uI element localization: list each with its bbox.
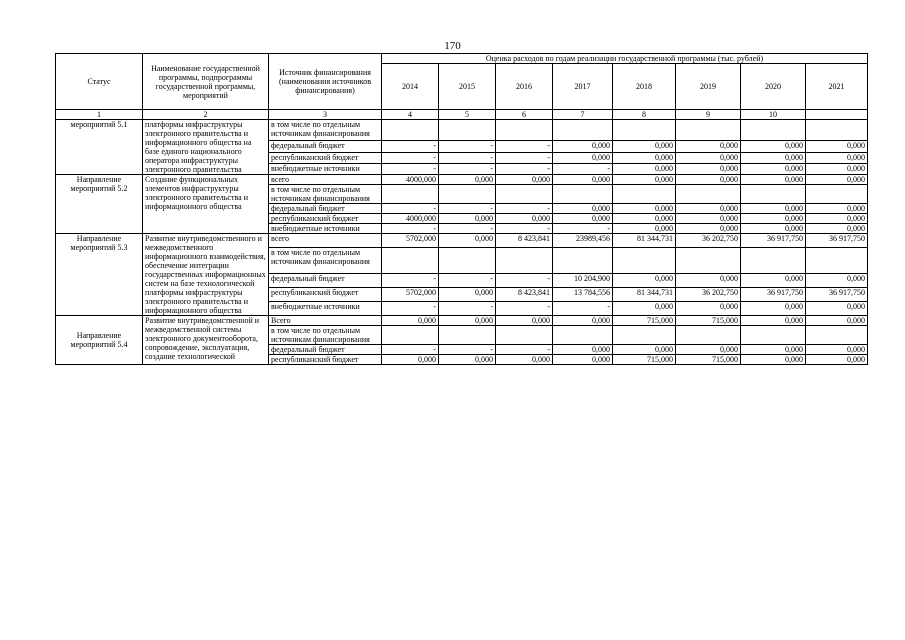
value-cell: 0,000 [553, 141, 613, 152]
value-cell [806, 247, 868, 273]
value-cell [382, 326, 439, 345]
funding-source-cell: Всего [269, 316, 382, 326]
column-number: 2 [143, 110, 269, 120]
value-cell: 0,000 [496, 214, 553, 224]
value-cell: 5702,000 [382, 234, 439, 248]
value-cell: 5702,000 [382, 288, 439, 302]
value-cell: - [382, 141, 439, 152]
value-cell: - [439, 152, 496, 163]
value-cell: 0,000 [613, 345, 676, 355]
value-cell: - [439, 141, 496, 152]
value-cell: 0,000 [806, 316, 868, 326]
value-cell: 0,000 [496, 316, 553, 326]
funding-source-cell: федеральный бюджет [269, 204, 382, 214]
status-cell: Направление мероприятий 5.4 [56, 316, 143, 365]
value-cell: 0,000 [806, 141, 868, 152]
value-cell: 0,000 [553, 214, 613, 224]
value-cell: 715,000 [613, 355, 676, 365]
value-cell: 8 423,841 [496, 234, 553, 248]
value-cell: 0,000 [676, 224, 741, 234]
value-cell: 0,000 [806, 152, 868, 163]
value-cell: 8 423,841 [496, 288, 553, 302]
value-cell: 0,000 [806, 355, 868, 365]
value-cell: 0,000 [613, 224, 676, 234]
value-cell: 0,000 [676, 274, 741, 288]
column-number: 1 [56, 110, 143, 120]
value-cell [496, 326, 553, 345]
value-cell: 0,000 [553, 204, 613, 214]
value-cell: - [553, 302, 613, 316]
status-cell: Направление мероприятий 5.3 [56, 234, 143, 316]
value-cell: - [496, 163, 553, 174]
value-cell: - [496, 141, 553, 152]
funding-source-cell: республиканский бюджет [269, 214, 382, 224]
value-cell: 13 784,556 [553, 288, 613, 302]
status-cell: Направление мероприятий 5.2 [56, 175, 143, 234]
value-cell: 0,000 [741, 163, 806, 174]
value-cell: 0,000 [553, 345, 613, 355]
funding-source-cell: в том числе по отдельным источникам финансирования [269, 247, 382, 273]
year-header: 2021 [806, 64, 868, 110]
column-number: 3 [269, 110, 382, 120]
source-header: Источник финансирования (наименования источников финансирования) [269, 54, 382, 110]
value-cell: 0,000 [676, 152, 741, 163]
value-cell: 36 917,750 [806, 288, 868, 302]
value-cell: 0,000 [439, 234, 496, 248]
value-cell [439, 247, 496, 273]
value-cell: 0,000 [553, 175, 613, 185]
value-cell: 0,000 [496, 175, 553, 185]
value-cell: 36 917,750 [741, 288, 806, 302]
value-cell: - [382, 224, 439, 234]
value-cell: 0,000 [676, 175, 741, 185]
value-cell: - [496, 274, 553, 288]
value-cell: 0,000 [676, 302, 741, 316]
value-cell: 0,000 [613, 204, 676, 214]
column-number: 7 [553, 110, 613, 120]
value-cell: - [496, 302, 553, 316]
value-cell: 4000,000 [382, 175, 439, 185]
value-cell: - [382, 163, 439, 174]
value-cell: - [382, 345, 439, 355]
year-header: 2017 [553, 64, 613, 110]
value-cell [439, 120, 496, 141]
value-cell: - [382, 152, 439, 163]
year-header: 2014 [382, 64, 439, 110]
funding-source-cell: федеральный бюджет [269, 345, 382, 355]
status-header: Статус [56, 54, 143, 110]
value-cell: - [382, 302, 439, 316]
column-number: 4 [382, 110, 439, 120]
value-cell [439, 326, 496, 345]
value-cell: 0,000 [741, 355, 806, 365]
value-cell: 0,000 [676, 163, 741, 174]
value-cell: 0,000 [439, 288, 496, 302]
year-header: 2015 [439, 64, 496, 110]
value-cell [806, 185, 868, 204]
value-cell [741, 247, 806, 273]
value-cell [553, 247, 613, 273]
value-cell [382, 185, 439, 204]
column-number: 8 [613, 110, 676, 120]
value-cell: 10 204,900 [553, 274, 613, 288]
funding-source-cell: внебюджетные источники [269, 163, 382, 174]
value-cell: - [382, 274, 439, 288]
value-cell: 81 344,731 [613, 234, 676, 248]
table-row [56, 175, 868, 185]
value-cell: - [496, 204, 553, 214]
value-cell: 0,000 [496, 355, 553, 365]
value-cell: 0,000 [741, 224, 806, 234]
value-cell [496, 120, 553, 141]
column-number: 6 [496, 110, 553, 120]
value-cell: 715,000 [676, 316, 741, 326]
value-cell [676, 120, 741, 141]
value-cell: 715,000 [613, 316, 676, 326]
value-cell [553, 326, 613, 345]
value-cell: 36 917,750 [806, 234, 868, 248]
value-cell: 0,000 [741, 316, 806, 326]
estimate-header: Оценка расходов по годам реализации государственной программы (тыс. рублей) [382, 54, 868, 64]
value-cell: - [439, 224, 496, 234]
value-cell: 0,000 [553, 316, 613, 326]
value-cell: 0,000 [741, 152, 806, 163]
value-cell: 0,000 [676, 141, 741, 152]
value-cell [741, 326, 806, 345]
value-cell: 0,000 [382, 355, 439, 365]
value-cell [496, 247, 553, 273]
value-cell: 0,000 [553, 152, 613, 163]
value-cell: 0,000 [439, 214, 496, 224]
value-cell: 0,000 [439, 355, 496, 365]
value-cell: 0,000 [382, 316, 439, 326]
measure-name-cell: платформы инфраструктуры электронного правительства и информационного общества на базе единого национального оператора инфраструктуры электронного правительства [143, 120, 269, 175]
funding-source-cell: федеральный бюджет [269, 141, 382, 152]
value-cell [741, 120, 806, 141]
value-cell: 36 202,750 [676, 234, 741, 248]
value-cell [613, 185, 676, 204]
value-cell [439, 185, 496, 204]
table-row [56, 120, 868, 141]
value-cell: 715,000 [676, 355, 741, 365]
value-cell: 23989,456 [553, 234, 613, 248]
value-cell: 0,000 [613, 163, 676, 174]
column-number: 10 [741, 110, 806, 120]
budget-table [55, 53, 868, 365]
column-number: 9 [676, 110, 741, 120]
value-cell: 0,000 [741, 141, 806, 152]
value-cell: 0,000 [613, 152, 676, 163]
value-cell: 0,000 [741, 175, 806, 185]
value-cell [382, 120, 439, 141]
year-header: 2016 [496, 64, 553, 110]
funding-source-cell: внебюджетные источники [269, 302, 382, 316]
value-cell [676, 247, 741, 273]
funding-source-cell: всего [269, 175, 382, 185]
value-cell: 0,000 [613, 214, 676, 224]
column-number [806, 110, 868, 120]
value-cell: 0,000 [613, 274, 676, 288]
funding-source-cell: всего [269, 234, 382, 248]
measure-name-cell: Развитие внутриведомственного и межведомственного информационного взаимодействия, обеспечение интеграции государственных информационных систем на базе технологической платформы инфраструктуры электронного правительства и информационного общества [143, 234, 269, 316]
value-cell: 36 917,750 [741, 234, 806, 248]
value-cell: 0,000 [613, 302, 676, 316]
value-cell: - [439, 204, 496, 214]
name-header: Наименование государственной программы, подпрограммы государственной программы, мероприятий [143, 54, 269, 110]
value-cell [806, 120, 868, 141]
measure-name-cell: Развитие внутриведомственной и межведомственной системы электронного документооборота, сопровождение, эксплуатация, создание технологической [143, 316, 269, 365]
value-cell: 0,000 [741, 274, 806, 288]
value-cell: 0,000 [806, 175, 868, 185]
value-cell: - [553, 163, 613, 174]
value-cell: 0,000 [741, 302, 806, 316]
value-cell [382, 247, 439, 273]
year-header: 2019 [676, 64, 741, 110]
value-cell: 0,000 [439, 175, 496, 185]
value-cell: 0,000 [741, 204, 806, 214]
value-cell: 0,000 [613, 175, 676, 185]
funding-source-cell: республиканский бюджет [269, 355, 382, 365]
value-cell: 36 202,750 [676, 288, 741, 302]
value-cell: 0,000 [553, 355, 613, 365]
value-cell [676, 185, 741, 204]
value-cell: - [496, 152, 553, 163]
value-cell: 0,000 [613, 141, 676, 152]
value-cell: 0,000 [741, 214, 806, 224]
funding-source-cell: внебюджетные источники [269, 224, 382, 234]
value-cell: 0,000 [439, 316, 496, 326]
value-cell: - [496, 345, 553, 355]
value-cell: - [439, 302, 496, 316]
year-header: 2018 [613, 64, 676, 110]
value-cell [613, 120, 676, 141]
value-cell: 0,000 [676, 214, 741, 224]
value-cell: 0,000 [806, 204, 868, 214]
value-cell: 0,000 [806, 163, 868, 174]
funding-source-cell: в том числе по отдельным источникам финансирования [269, 326, 382, 345]
funding-source-cell: республиканский бюджет [269, 288, 382, 302]
table-row [56, 316, 868, 326]
value-cell [613, 247, 676, 273]
value-cell: 81 344,731 [613, 288, 676, 302]
value-cell: 0,000 [806, 214, 868, 224]
value-cell: 0,000 [676, 345, 741, 355]
value-cell [806, 326, 868, 345]
value-cell: 0,000 [806, 224, 868, 234]
value-cell: - [439, 274, 496, 288]
value-cell [613, 326, 676, 345]
value-cell: - [553, 224, 613, 234]
value-cell [496, 185, 553, 204]
value-cell: 0,000 [806, 274, 868, 288]
value-cell: 0,000 [676, 204, 741, 214]
measure-name-cell: Создание функциональных элементов инфраструктуры электронного правительства и информационного общества [143, 175, 269, 234]
value-cell [676, 326, 741, 345]
value-cell [741, 185, 806, 204]
value-cell [553, 120, 613, 141]
funding-source-cell: в том числе по отдельным источникам финансирования [269, 120, 382, 141]
value-cell: - [439, 163, 496, 174]
value-cell: 4000,000 [382, 214, 439, 224]
value-cell: 0,000 [806, 302, 868, 316]
page-number: 170 [444, 40, 461, 52]
value-cell: 0,000 [741, 345, 806, 355]
value-cell: - [496, 224, 553, 234]
year-header: 2020 [741, 64, 806, 110]
funding-source-cell: в том числе по отдельным источникам финансирования [269, 185, 382, 204]
value-cell: - [439, 345, 496, 355]
table-row [56, 234, 868, 248]
value-cell [553, 185, 613, 204]
table-header [56, 54, 868, 120]
value-cell: - [382, 204, 439, 214]
value-cell: 0,000 [806, 345, 868, 355]
funding-source-cell: федеральный бюджет [269, 274, 382, 288]
column-number: 5 [439, 110, 496, 120]
status-cell: мероприятий 5.1 [56, 120, 143, 175]
funding-source-cell: республиканский бюджет [269, 152, 382, 163]
